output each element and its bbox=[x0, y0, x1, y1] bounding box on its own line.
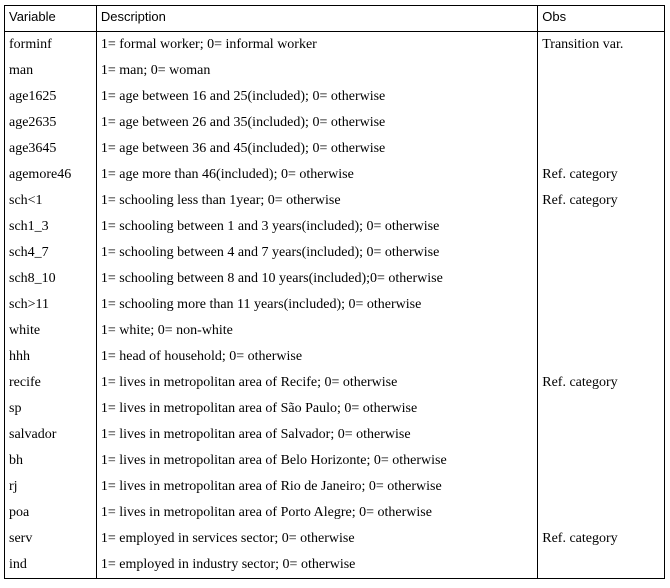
cell-description: 1= lives in metropolitan area of Recife; 0= otherwise bbox=[96, 370, 537, 396]
table-row bbox=[5, 552, 665, 579]
cell-obs: Ref. category bbox=[538, 526, 665, 552]
cell-variable: age1625 bbox=[5, 84, 97, 110]
variables-table bbox=[4, 5, 665, 579]
cell-variable: age3645 bbox=[5, 136, 97, 162]
header-obs: Obs bbox=[538, 6, 665, 32]
cell-obs bbox=[538, 58, 665, 84]
cell-obs: Ref. category bbox=[538, 370, 665, 396]
cell-description: 1= formal worker; 0= informal worker bbox=[96, 32, 537, 59]
cell-description: 1= schooling between 1 and 3 years(included); 0= otherwise bbox=[96, 214, 537, 240]
cell-description: 1= age between 36 and 45(included); 0= otherwise bbox=[96, 136, 537, 162]
cell-obs bbox=[538, 84, 665, 110]
cell-description: 1= age between 16 and 25(included); 0= otherwise bbox=[96, 84, 537, 110]
cell-variable: ind bbox=[5, 552, 97, 579]
cell-description: 1= employed in industry sector; 0= otherwise bbox=[96, 552, 537, 579]
cell-obs bbox=[538, 448, 665, 474]
cell-variable: serv bbox=[5, 526, 97, 552]
cell-description: 1= schooling between 4 and 7 years(included); 0= otherwise bbox=[96, 240, 537, 266]
cell-variable: poa bbox=[5, 500, 97, 526]
table-row bbox=[5, 318, 665, 344]
cell-obs: Transition var. bbox=[538, 32, 665, 59]
cell-obs: Ref. category bbox=[538, 162, 665, 188]
cell-obs bbox=[538, 552, 665, 579]
cell-variable: white bbox=[5, 318, 97, 344]
cell-obs bbox=[538, 422, 665, 448]
table-row bbox=[5, 84, 665, 110]
cell-variable: sch<1 bbox=[5, 188, 97, 214]
table-row bbox=[5, 162, 665, 188]
cell-variable: sp bbox=[5, 396, 97, 422]
cell-variable: salvador bbox=[5, 422, 97, 448]
cell-description: 1= employed in services sector; 0= otherwise bbox=[96, 526, 537, 552]
table-header-row bbox=[5, 6, 665, 32]
cell-description: 1= head of household; 0= otherwise bbox=[96, 344, 537, 370]
cell-variable: age2635 bbox=[5, 110, 97, 136]
cell-description: 1= lives in metropolitan area of Porto Alegre; 0= otherwise bbox=[96, 500, 537, 526]
cell-description: 1= white; 0= non-white bbox=[96, 318, 537, 344]
table-row bbox=[5, 422, 665, 448]
cell-obs bbox=[538, 292, 665, 318]
cell-variable: man bbox=[5, 58, 97, 84]
table-body bbox=[5, 32, 665, 579]
cell-obs bbox=[538, 344, 665, 370]
table-row bbox=[5, 448, 665, 474]
cell-description: 1= lives in metropolitan area of Rio de Janeiro; 0= otherwise bbox=[96, 474, 537, 500]
table-row bbox=[5, 214, 665, 240]
cell-obs bbox=[538, 318, 665, 344]
table-row bbox=[5, 474, 665, 500]
table-row bbox=[5, 58, 665, 84]
cell-variable: sch4_7 bbox=[5, 240, 97, 266]
cell-obs: Ref. category bbox=[538, 188, 665, 214]
cell-description: 1= man; 0= woman bbox=[96, 58, 537, 84]
cell-obs bbox=[538, 240, 665, 266]
header-variable: Variable bbox=[5, 6, 97, 32]
cell-variable: sch8_10 bbox=[5, 266, 97, 292]
cell-description: 1= age more than 46(included); 0= otherwise bbox=[96, 162, 537, 188]
table-row bbox=[5, 136, 665, 162]
table-row bbox=[5, 32, 665, 59]
cell-obs bbox=[538, 500, 665, 526]
table-row bbox=[5, 396, 665, 422]
cell-variable: agemore46 bbox=[5, 162, 97, 188]
cell-description: 1= lives in metropolitan area of Belo Horizonte; 0= otherwise bbox=[96, 448, 537, 474]
cell-description: 1= lives in metropolitan area of Salvador; 0= otherwise bbox=[96, 422, 537, 448]
cell-obs bbox=[538, 136, 665, 162]
table-row bbox=[5, 110, 665, 136]
cell-variable: sch1_3 bbox=[5, 214, 97, 240]
header-description: Description bbox=[96, 6, 537, 32]
table-row bbox=[5, 500, 665, 526]
cell-description: 1= schooling less than 1year; 0= otherwise bbox=[96, 188, 537, 214]
cell-variable: recife bbox=[5, 370, 97, 396]
cell-description: 1= age between 26 and 35(included); 0= otherwise bbox=[96, 110, 537, 136]
table-row bbox=[5, 344, 665, 370]
cell-obs bbox=[538, 266, 665, 292]
cell-variable: sch>11 bbox=[5, 292, 97, 318]
cell-description: 1= schooling between 8 and 10 years(included);0= otherwise bbox=[96, 266, 537, 292]
cell-variable: hhh bbox=[5, 344, 97, 370]
table-row bbox=[5, 370, 665, 396]
cell-obs bbox=[538, 214, 665, 240]
cell-description: 1= lives in metropolitan area of São Paulo; 0= otherwise bbox=[96, 396, 537, 422]
cell-obs bbox=[538, 110, 665, 136]
cell-obs bbox=[538, 396, 665, 422]
table-row bbox=[5, 292, 665, 318]
table-row bbox=[5, 188, 665, 214]
cell-variable: rj bbox=[5, 474, 97, 500]
table-row bbox=[5, 526, 665, 552]
cell-description: 1= schooling more than 11 years(included); 0= otherwise bbox=[96, 292, 537, 318]
cell-variable: bh bbox=[5, 448, 97, 474]
table-row bbox=[5, 240, 665, 266]
table-row bbox=[5, 266, 665, 292]
cell-obs bbox=[538, 474, 665, 500]
cell-variable: forminf bbox=[5, 32, 97, 59]
